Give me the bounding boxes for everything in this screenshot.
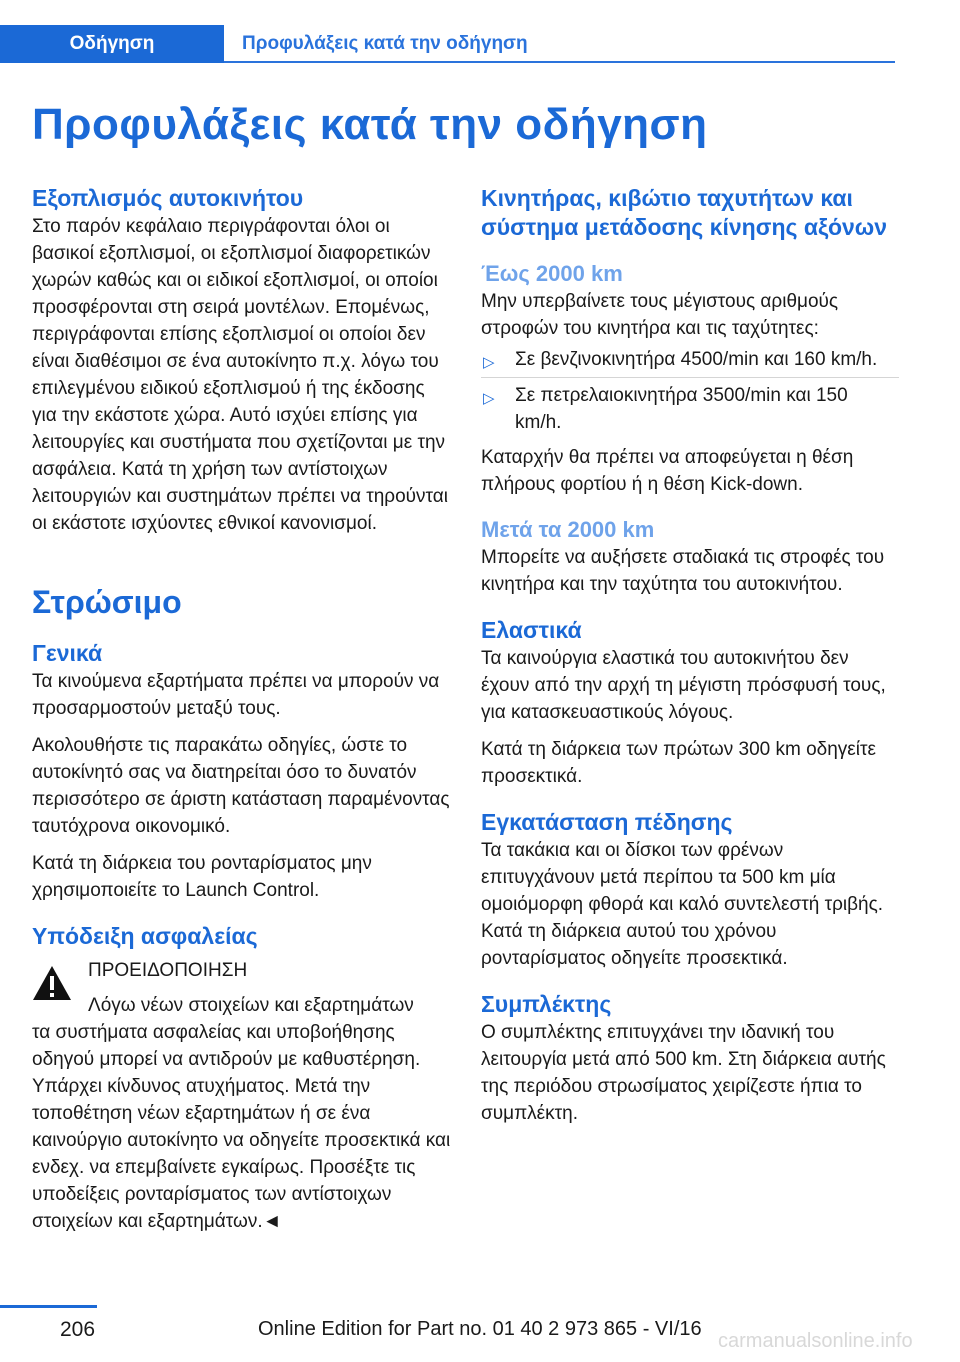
list-item <box>481 346 899 378</box>
chapter-tab: Οδήγηση <box>0 25 224 63</box>
breakin-paragraph-3: Κατά τη διάρκεια του ρονταρίσματος μην χρησιμοποιείτε το Launch Control. <box>32 853 372 901</box>
clutch-heading: Συμπλέκτης <box>481 991 612 1017</box>
edition-text: Online Edition for Part no. 01 40 2 973 865 - VI/16 <box>258 1318 702 1340</box>
watermark: carmanualsonline.info <box>718 1330 913 1352</box>
page-header <box>0 25 895 63</box>
until-2000-heading: Έως 2000 km <box>481 261 623 286</box>
breakin-paragraph-2: Ακολουθήστε τις παρακάτω οδηγίες, ώστε το αυτοκίνητό σας να διατηρείται όσο το δυνατόν περισσότερο σε άριστη κατάσταση παραμένοντας ταυτόχρονα οικονομικό. <box>32 735 450 837</box>
rpm-limits-list <box>481 346 899 440</box>
breakin-heading: Στρώσιμο <box>32 584 182 620</box>
brakes-paragraph: Τα τακάκια και οι δίσκοι των φρένων επιτυγχάνουν μετά περίπου τα 500 km μία ομοιόμορφη φθορά και καλό συντελεστή τριβής. Κατά τη διάρκεια αυτού του χρόνου ρονταρίσματος οδηγείτε προσεκτικά. <box>481 840 884 969</box>
warning-text: τα συστήματα ασφαλείας και υποβοήθησης οδηγού μπορεί να αντιδρούν με καθυστέρηση. Υπάρχει κίνδυνος ατυχήματος. Μετά την τοποθέτηση νέων εξαρτημάτων ή σε ένα καινούργιο αυτοκίνητο να οδηγείτε προσεκτικά και ενδεχ. να επεμβαίνετε εγκαίρως. Προσέξτε τις υποδείξεις ρονταρίσματος των αντίστοιχων στοιχείων και εξαρτημάτων.◄ <box>32 1022 451 1232</box>
equipment-heading: Εξοπλισμός αυτοκινήτου <box>32 185 304 211</box>
warning-label: ΠΡΟΕΙΔΟΠΟΙΗΣΗ <box>88 960 248 981</box>
warning-triangle-icon <box>32 965 72 1001</box>
page-title: Προφυλάξεις κατά την οδήγηση <box>32 100 708 149</box>
footer-accent-line <box>0 1305 97 1308</box>
right-column <box>481 184 899 1127</box>
safety-heading: Υπόδειξη ασφαλείας <box>32 923 258 949</box>
list-item <box>481 382 899 440</box>
list-item-text: Σε πετρελαιοκινητήρα 3500/min και 150 km/h. <box>515 385 848 433</box>
tires-heading: Ελαστικά <box>481 617 582 643</box>
clutch-paragraph: Ο συμπλέκτης επιτυγχάνει την ιδανική του λειτουργία μετά από 500 km. Στη διάρκεια αυτής της περιόδου στρωσίματος χειρίζεστε ήπια το συμπλέκτη. <box>481 1022 886 1124</box>
tires-paragraph-1: Τα καινούργια ελαστικά του αυτοκινήτου δεν έχουν από την αρχή τη μέγιστη πρόσφυσή τους, για κατασκευαστικούς λόγους. <box>481 648 886 723</box>
brakes-heading: Εγκατάσταση πέδησης <box>481 809 733 835</box>
breakin-paragraph-1: Τα κινούμενα εξαρτήματα πρέπει να μπορούν να προσαρμοστούν μεταξύ τους. <box>32 671 440 719</box>
tires-paragraph-2: Κατά τη διάρκεια των πρώτων 300 km οδηγείτε προσεκτικά. <box>481 739 876 787</box>
triangle-bullet-icon: ▷ <box>483 390 495 407</box>
warning-box <box>32 957 452 1235</box>
after-2000-text: Μπορείτε να αυξήσετε σταδιακά τις στροφές του κινητήρα και την ταχύτητα του αυτοκινήτου. <box>481 547 885 595</box>
general-heading: Γενικά <box>32 640 103 666</box>
triangle-bullet-icon: ▷ <box>483 354 495 371</box>
equipment-paragraph: Στο παρόν κεφάλαιο περιγράφονται όλοι οι βασικοί εξοπλισμοί, οι εξοπλισμοί διαφορετικών χωρών καθώς και οι ειδικοί εξοπλισμοί, οι οποίοι προσφέρονται στη σειρά μοντέλων. Επομένως, περιγράφονται επίσης εξοπλισμοί οι οποίοι δεν είναι διαθέσιμοι σε ένα αυτοκίνητο π.χ. λόγω του επιλεγμένου ειδικού εξοπλισμού ή της έκδοσης για την εκάστοτε χώρα. Αυτό ισχύει επίσης για λειτουργίες και συστήματα που σχετίζονται με την ασφάλεια. Κατά τη χρήση των αντίστοιχων λειτουργιών και συστημάτων πρέπει να τηρούνται οι εκάστοτε ισχύοντες εθνικοί κανονισμοί. <box>32 216 448 534</box>
full-load-text: Καταρχήν θα πρέπει να αποφεύγεται η θέση πλήρους φορτίου ή η θέση Kick-down. <box>481 447 854 495</box>
section-breadcrumb: Προφυλάξεις κατά την οδήγηση <box>224 25 895 63</box>
after-2000-heading: Μετά τα 2000 km <box>481 517 655 542</box>
page-number: 206 <box>60 1318 96 1341</box>
engine-heading: Κινητήρας, κιβώτιο ταχυτήτων και σύστημα μετάδοσης κίνησης αξόνων <box>481 185 888 240</box>
list-item-text: Σε βενζινοκινητήρα 4500/min και 160 km/h. <box>515 349 878 370</box>
left-column <box>32 184 452 1235</box>
warning-text-first: Λόγω νέων στοιχείων και εξαρτημάτων <box>88 995 414 1016</box>
until-2000-text: Μην υπερβαίνετε τους μέγιστους αριθμούς στροφών του κινητήρα και τις ταχύτητες: <box>481 291 839 339</box>
